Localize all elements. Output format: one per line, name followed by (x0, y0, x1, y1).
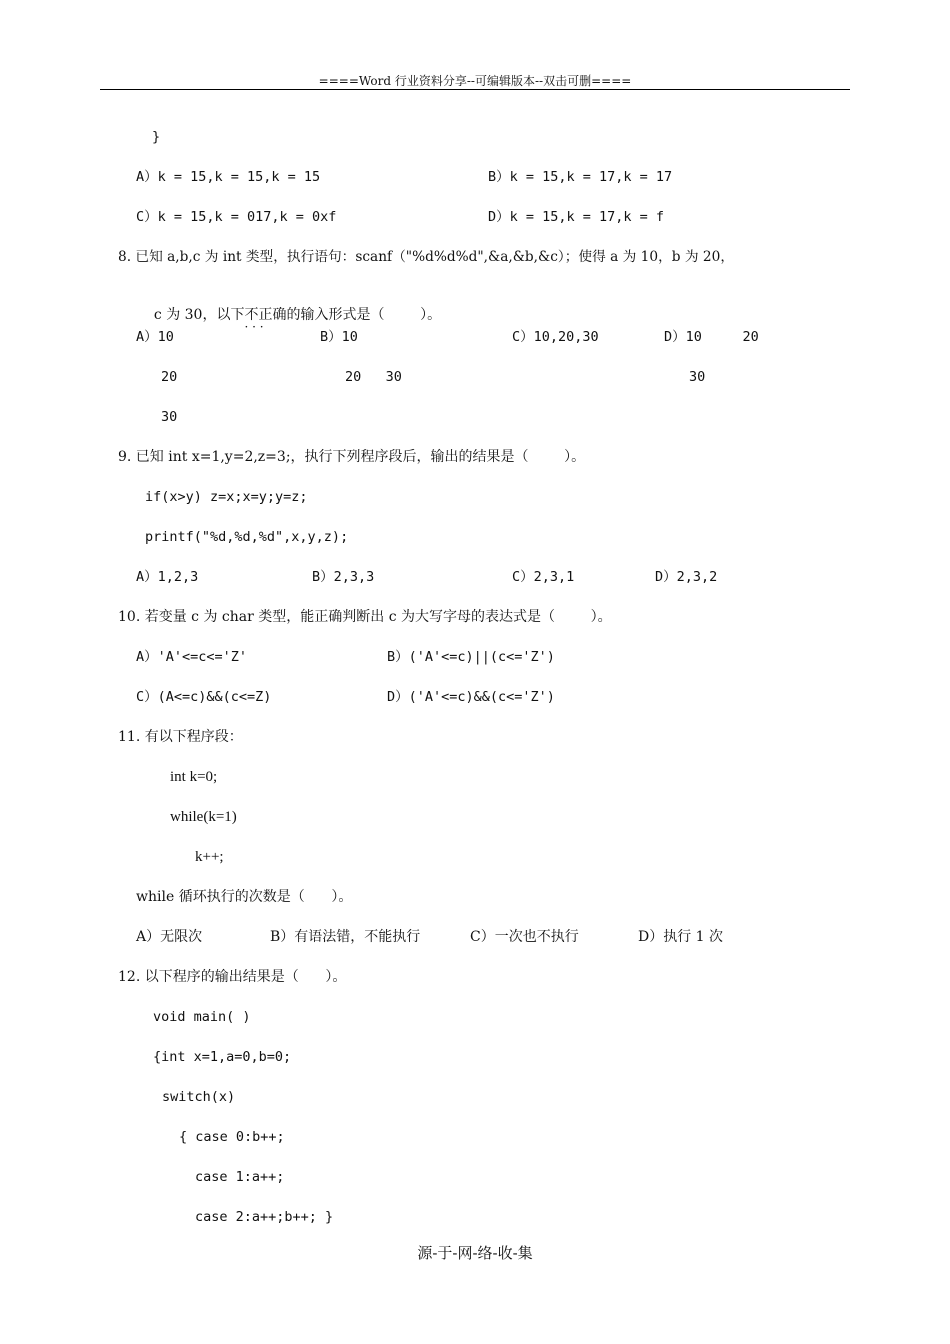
q11-option-a: A）无限次 (136, 929, 203, 945)
closing-brace: } (152, 129, 161, 145)
q7-option-d: D）k = 15,k = 17,k = f (488, 209, 665, 225)
q9-stem: 9. 已知 int x=1,y=2,z=3;，执行下列程序段后，输出的结果是（ ）。 (118, 449, 586, 465)
q12-code-line5: case 1:a++; (195, 1169, 285, 1185)
q8-option-c: C）10,20,30 (512, 329, 599, 345)
q8-stem: 8. 已知 a,b,c 为 int 类型，执行语句：scanf（"%d%d%d",&a,&b,&c）；使得 a 为 10，b 为 20， (118, 249, 735, 265)
q8-option-d: D）10 20 (664, 329, 759, 345)
q9-code-line2: printf("%d,%d,%d",x,y,z); (145, 529, 349, 545)
q9-code-line1: if(x>y) z=x;x=y;y=z; (145, 489, 308, 505)
q11-option-c: C）一次也不执行 (470, 929, 579, 945)
q12-code-line2: {int x=1,a=0,b=0; (153, 1049, 292, 1065)
q11-question: while 循环执行的次数是（ ）。 (136, 889, 353, 905)
q8-stem-part2: 的输入形式是（ ）。 (286, 307, 442, 323)
q10-stem: 10. 若变量 c 为 char 类型，能正确判断出 c 为大写字母的表达式是（ ）。 (118, 609, 612, 625)
header-rule (100, 89, 850, 90)
q10-option-d: D）('A'<=c)&&(c<='Z') (387, 689, 555, 705)
q12-code-line6: case 2:a++;b++; } (195, 1209, 334, 1225)
q9-option-a: A）1,2,3 (136, 569, 199, 585)
q9-option-b: B）2,3,3 (312, 569, 375, 585)
q8-option-b-line2: 20 30 (345, 369, 402, 385)
q7-option-b: B）k = 15,k = 17,k = 17 (488, 169, 673, 185)
q10-option-b: B）('A'<=c)||(c<='Z') (387, 649, 555, 665)
q9-option-c: C）2,3,1 (512, 569, 575, 585)
q12-code-line3: switch(x) (162, 1089, 236, 1105)
q12-code-line4: { case 0:b++; (179, 1129, 285, 1145)
q8-option-a-line3: 30 (161, 409, 178, 425)
q8-option-a: A）10 (136, 329, 174, 345)
q11-stem: 11. 有以下程序段： (118, 729, 243, 745)
q10-option-a: A）'A'<=c<='Z' (136, 649, 248, 665)
q11-option-b: B）有语法错，不能执行 (270, 929, 421, 945)
q11-code-line2: while(k=1) (170, 809, 237, 825)
q8-stem-part1: c 为 30，以下 (153, 307, 245, 323)
q12-stem: 12. 以下程序的输出结果是（ ）。 (118, 969, 347, 985)
q9-option-d: D）2,3,2 (655, 569, 718, 585)
q8-emphasis-not-correct: 不正确 · · · (244, 306, 286, 324)
q8-stem-cont (145, 288, 441, 324)
q11-code-line1: int k=0; (170, 769, 218, 785)
q11-option-d: D）执行 1 次 (638, 929, 724, 945)
q8-option-d-line2: 30 (689, 369, 706, 385)
page-footer: 源-于-网-络-收-集 (417, 1244, 533, 1262)
q10-option-c: C）(A<=c)&&(c<=Z) (136, 689, 272, 705)
q8-option-a-line2: 20 (161, 369, 178, 385)
page-header: ====Word 行业资料分享--可编辑版本--双击可删==== (318, 74, 632, 88)
q11-code-line3: k++; (195, 849, 224, 865)
q7-option-a: A）k = 15,k = 15,k = 15 (136, 169, 321, 185)
q12-code-line1: void main( ) (153, 1009, 251, 1025)
q7-option-c: C）k = 15,k = 017,k = 0xf (136, 209, 337, 225)
q8-option-b: B）10 (320, 329, 358, 345)
